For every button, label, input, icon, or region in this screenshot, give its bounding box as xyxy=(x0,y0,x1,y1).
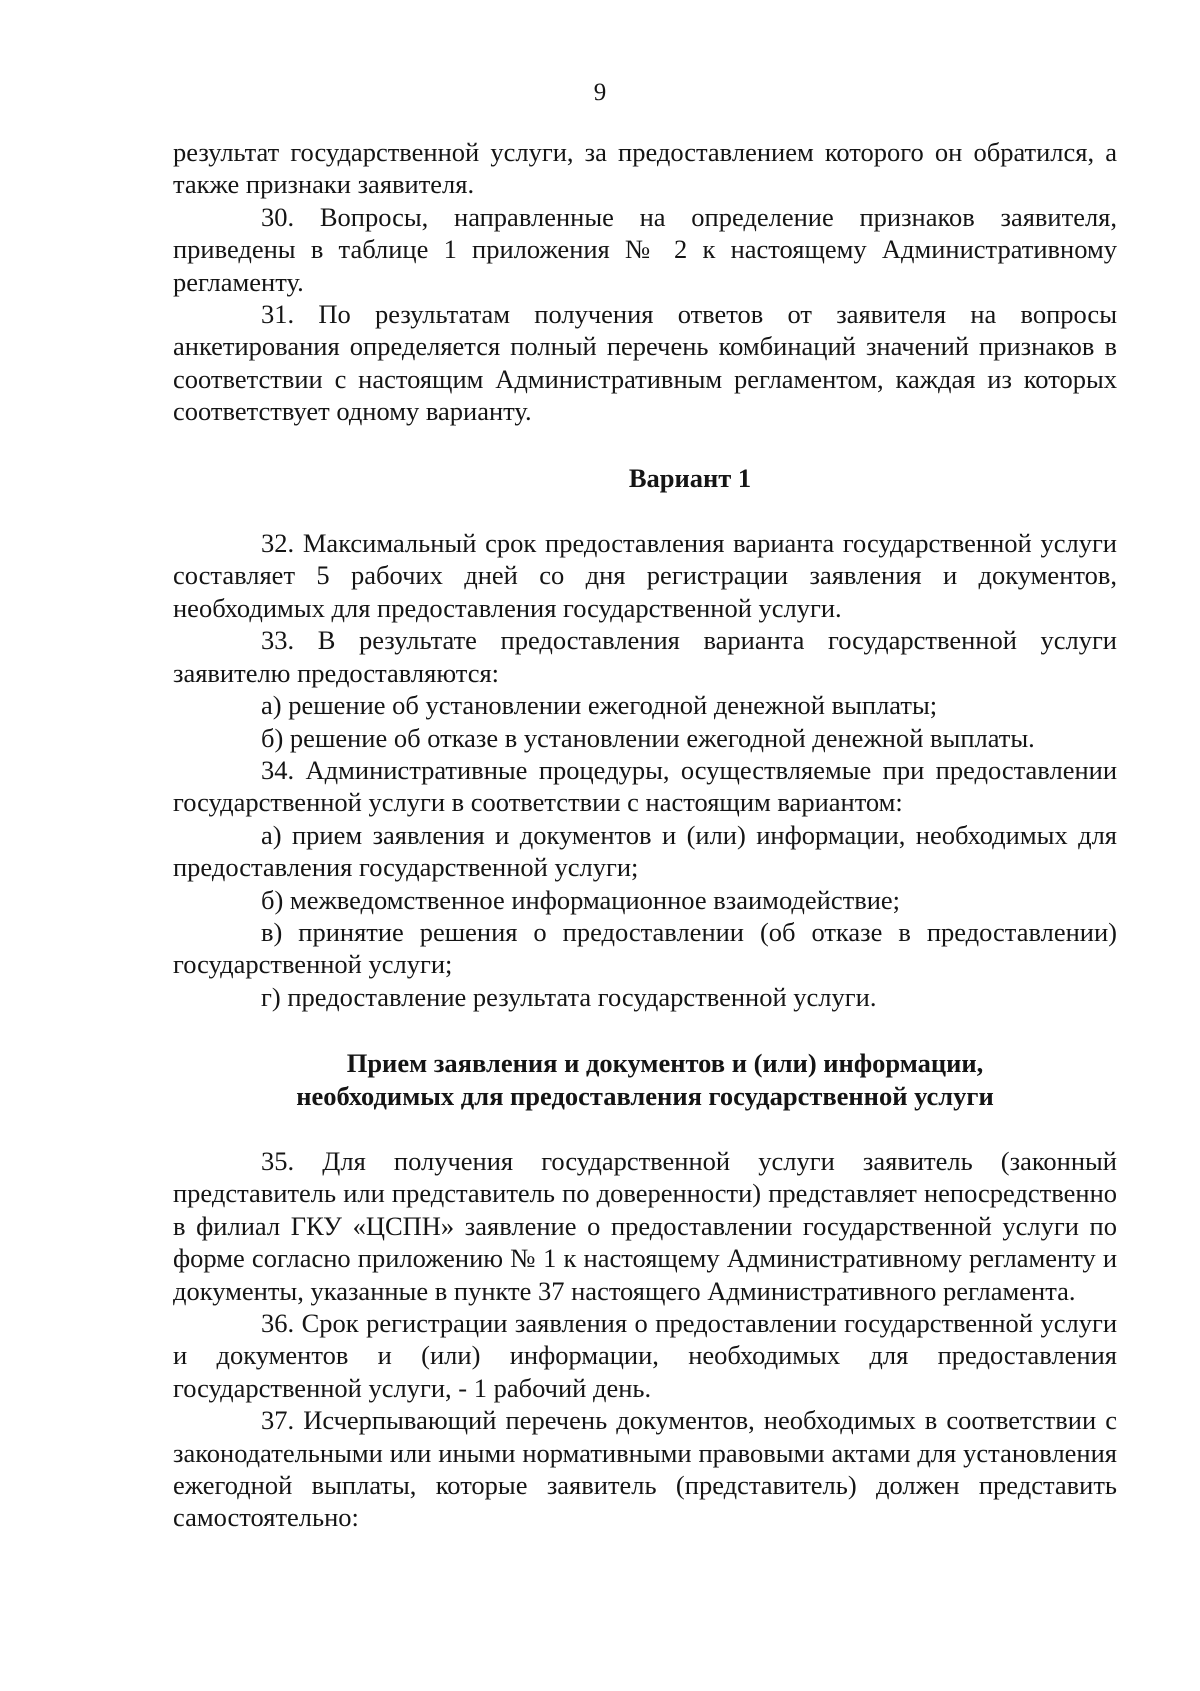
list-item-34b: б) межведомственное информационное взаимодействие; xyxy=(261,884,901,915)
paragraph-33: 33. В результате предоставления варианта государственной услуги заявителю предоставляются: xyxy=(173,625,1117,688)
list-item-34c: в) принятие решения о предоставлении (об отказе в предоставлении) государственной услуги; xyxy=(173,916,1117,980)
page-number: 9 xyxy=(593,79,607,106)
section-heading-reception-line-2: необходимых для предоставления государственной услуги xyxy=(296,1080,994,1111)
paragraph-continuation: результат государственной услуги, за предоставлением которого он обратился, а также признаки заявителя. xyxy=(173,137,1117,200)
paragraph-34: 34. Административные процедуры, осуществляемые при предоставлении государственной услуги в соответствии с настоящим вариантом: xyxy=(173,754,1117,818)
paragraph-37: 37. Исчерпывающий перечень документов, необходимых в соответствии с законодательными или иными нормативными правовыми актами для установления ежегодной выплаты, которые заявитель (представитель) должен представить самостоятельно: xyxy=(173,1405,1117,1533)
spacer xyxy=(173,428,1117,462)
paragraph-30: 30. Вопросы, направленные на определение признаков заявителя, приведены в таблице 1 приложения № 2 к настоящему Административному регламенту. xyxy=(173,201,1117,297)
list-item-33b: б) решение об отказе в установлении ежегодной денежной выплаты. xyxy=(261,722,1035,753)
paragraph-32: 32. Максимальный срок предоставления варианта государственной услуги составляет 5 рабочих дней со дня регистрации заявления и документов, необходимых для предоставления государственной услуги. xyxy=(173,528,1117,623)
document-body xyxy=(173,136,1117,1534)
section-heading-reception-line-1: Прием заявления и документов и (или) информации, xyxy=(346,1048,984,1079)
spacer xyxy=(173,494,1117,527)
spacer xyxy=(173,1013,1117,1047)
paragraph-31: 31. По результатам получения ответов от заявителя на вопросы анкетирования определяется полный перечень комбинаций значений признаков в соответствии с настоящим Административным регламентом, каждая из которых соответствует одному варианту. xyxy=(173,299,1117,427)
list-item-33a: а) решение об установлении ежегодной денежной выплаты; xyxy=(261,690,938,721)
paragraph-35: 35. Для получения государственной услуги заявитель (законный представитель или представитель по доверенности) представляет непосредственно в филиал ГКУ «ЦСПН» заявление о предоставлении государственной услуги по форме согласно приложению № 1 к настоящему Административному регламенту и документы, указанные в пункте 37 настоящего Административного регламента. xyxy=(173,1145,1117,1306)
section-heading-variant-1: Вариант 1 xyxy=(628,462,752,493)
paragraph-36: 36. Срок регистрации заявления о предоставлении государственной услуги и документов и (или) информации, необходимых для предоставления государственной услуги, - 1 рабочий день. xyxy=(173,1308,1117,1403)
spacer xyxy=(173,1112,1117,1145)
list-item-34d: г) предоставление результата государственной услуги. xyxy=(261,981,877,1012)
list-item-34a: а) прием заявления и документов и (или) информации, необходимых для предоставления государственной услуги; xyxy=(173,819,1117,883)
